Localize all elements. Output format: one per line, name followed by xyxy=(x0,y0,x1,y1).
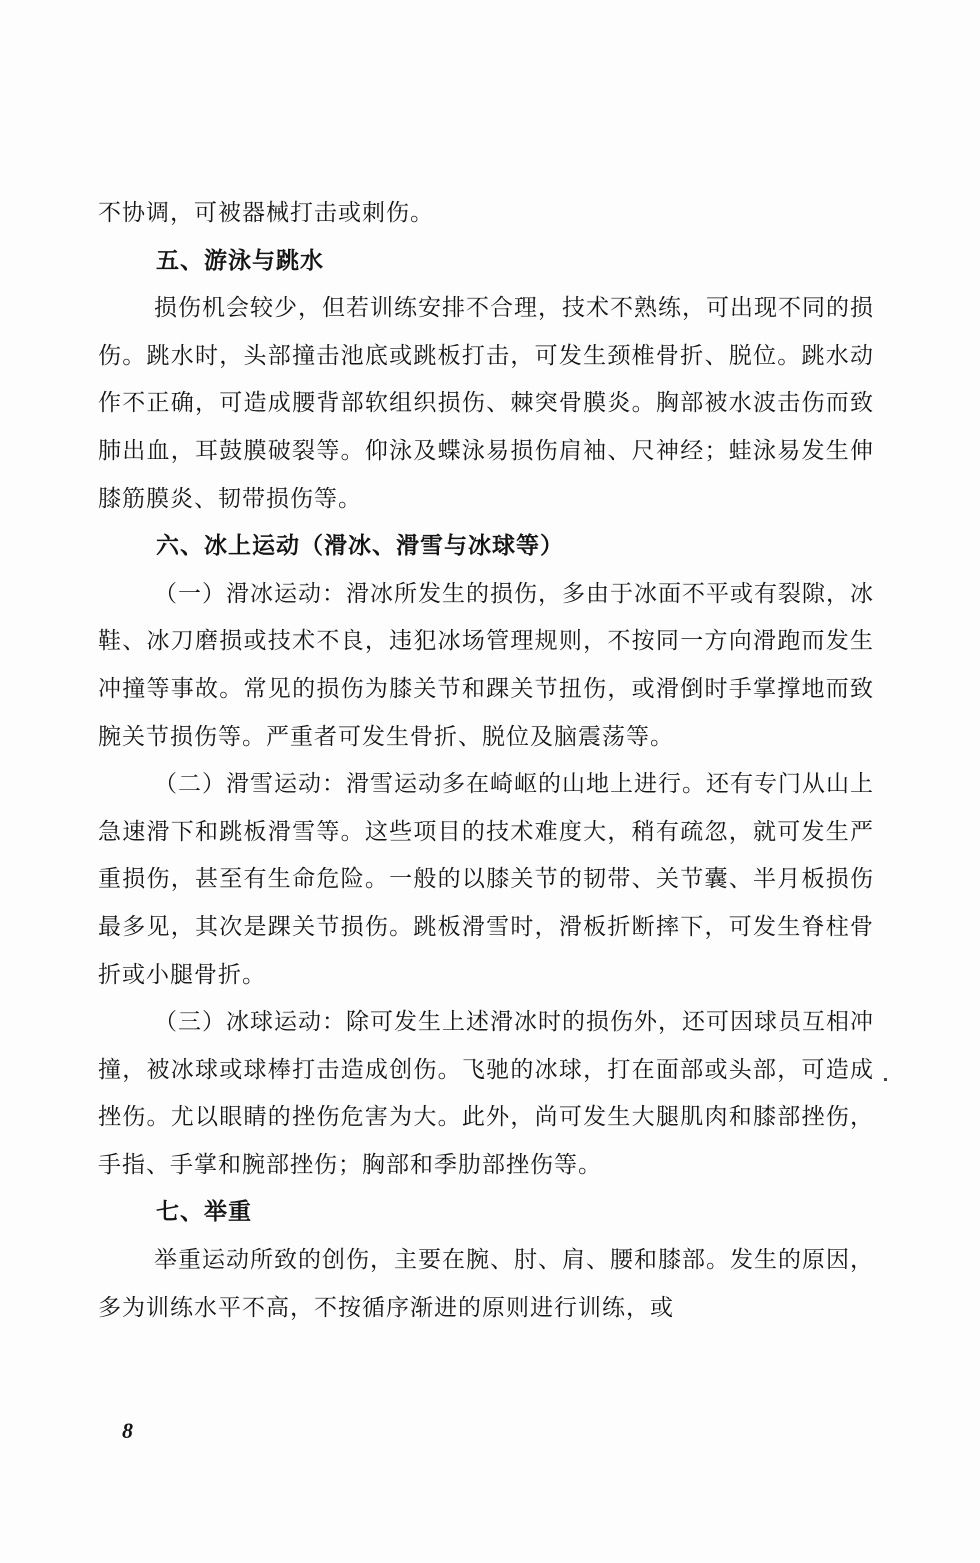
scan-speck xyxy=(884,1078,887,1081)
page-body xyxy=(98,190,874,1332)
paragraph-skiing: （二）滑雪运动：滑雪运动多在崎岖的山地上进行。还有专门从山上急速滑下和跳板滑雪等。这些项目的技术难度大，稍有疏忽，就可发生严重损伤，甚至有生命危险。一般的以膝关节的韧带、关节囊、半月板损伤最多见，其次是踝关节损伤。跳板滑雪时，滑板折断摔下，可发生脊柱骨折或小腿骨折。 xyxy=(98,771,874,988)
paragraph-ice-hockey: （三）冰球运动：除可发生上述滑冰时的损伤外，还可因球员互相冲撞，被冰球或球棒打击造成创伤。飞驰的冰球，打在面部或头部，可造成挫伤。尤以眼睛的挫伤危害为大。此外，尚可发生大腿肌肉和膝部挫伤，手指、手掌和腕部挫伤；胸部和季肋部挫伤等。 xyxy=(98,1009,874,1178)
continuation-paragraph: 不协调，可被器械打击或刺伤。 xyxy=(98,200,434,226)
page-number: 8 xyxy=(122,1418,133,1443)
section-heading-ice-sports: 六、冰上运动（滑冰、滑雪与冰球等） xyxy=(156,533,564,560)
paragraph-weightlifting: 举重运动所致的创伤，主要在腕、肘、肩、腰和膝部。发生的原因，多为训练水平不高，不按循序渐进的原则进行训练，或 xyxy=(98,1247,874,1321)
paragraph-swimming-diving: 损伤机会较少，但若训练安排不合理，技术不熟练，可出现不同的损伤。跳水时，头部撞击池底或跳板打击，可发生颈椎骨折、脱位。跳水动作不正确，可造成腰背部软组织损伤、棘突骨膜炎。胸部被水波击伤而致肺出血，耳鼓膜破裂等。仰泳及蝶泳易损伤肩袖、尺神经；蛙泳易发生伸膝筋膜炎、韧带损伤等。 xyxy=(98,295,874,512)
paragraph-skating: （一）滑冰运动：滑冰所发生的损伤，多由于冰面不平或有裂隙，冰鞋、冰刀磨损或技术不良，违犯冰场管理规则，不按同一方向滑跑而发生冲撞等事故。常见的损伤为膝关节和踝关节扭伤，或滑倒时手掌撑地而致腕关节损伤等。严重者可发生骨折、脱位及脑震荡等。 xyxy=(98,580,874,750)
section-heading-swimming-diving: 五、游泳与跳水 xyxy=(156,247,324,274)
section-heading-weightlifting: 七、举重 xyxy=(156,1199,252,1226)
